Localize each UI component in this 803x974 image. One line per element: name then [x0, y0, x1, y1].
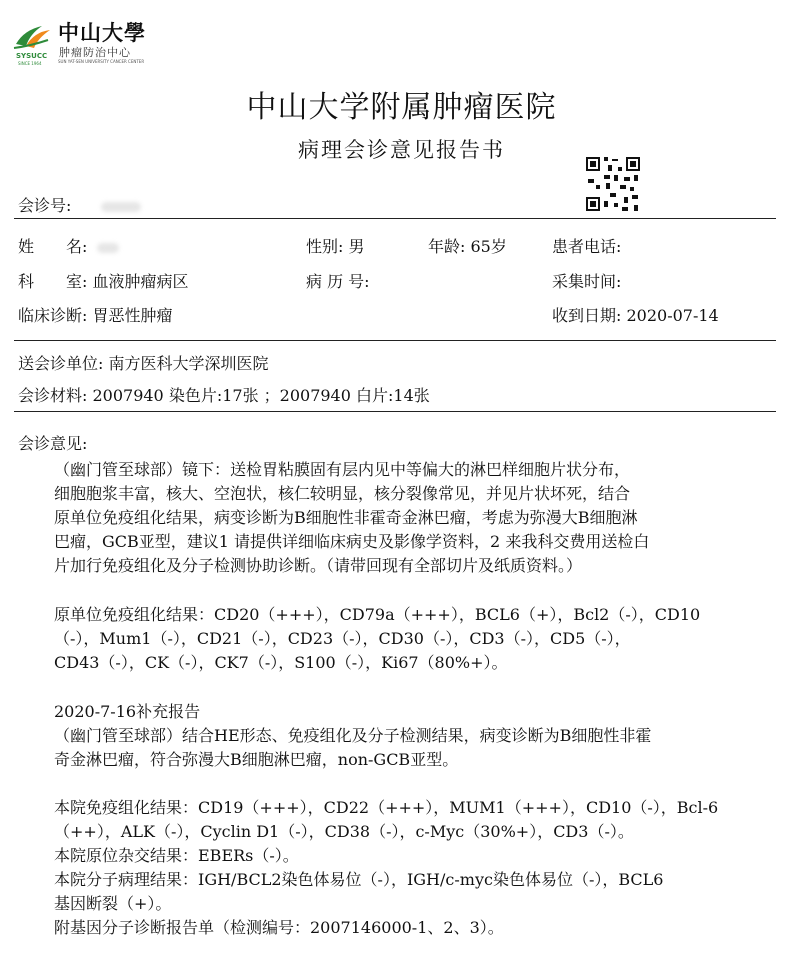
consult-material: 会诊材料: 2007940 染色片:17张 ；2007940 白片:14张 [18, 386, 430, 405]
logo-emblem-icon [12, 22, 52, 52]
redacted-value [101, 202, 141, 212]
patient-age: 年龄: 65岁 [428, 237, 507, 256]
hospital-results: 本院免疫组化结果：CD19（+++），CD22（+++），MUM1（+++），CD10（-），Bcl-6 （++），ALK（-），Cyclin D1（-），CD38（-），c-Myc（30%+），CD3（-）。 本院原位杂交结果：EBERs（-）。 本院分子病理结果：IGH/BCL2染色体易位（-），IGH/c-myc染色体易位（-），BCL6 基因断裂（+）。 附基因分子诊断报告单（检测编号：2007146000-1、2、3）。 [54, 798, 719, 937]
patient-phone-label: 患者电话: [552, 237, 622, 256]
patient-dept: 科 室: 血液肿瘤病区 [18, 272, 189, 291]
consult-number-label: 会诊号: [18, 196, 141, 216]
supplementary-report: 2020-7-16补充报告 （幽门管至球部）结合HE形态、免疫组化及分子检测结果，病变诊断为B细胞性非霍 奇金淋巴瘤，符合弥漫大B细胞淋巴瘤，non-GCB亚型。 [54, 702, 652, 769]
divider [14, 340, 776, 341]
logo-abbr: SYSUCC [16, 52, 48, 60]
patient-name: 姓 名: [18, 237, 119, 257]
logo-name-en: SUN YAT-SEN UNIVERSITY CANCER CENTER [58, 59, 145, 64]
logo-since: SINCE 1964 [18, 61, 42, 66]
sender-unit: 送会诊单位: 南方医科大学深圳医院 [18, 354, 269, 373]
received-date: 收到日期: 2020-07-14 [552, 306, 719, 325]
divider [14, 218, 776, 219]
original-ihc-results: 原单位免疫组化结果：CD20（+++），CD79a（+++），BCL6（+），Bcl2（-），CD10 （-），Mum1（-），CD21（-），CD23（-），CD30（-），CD3（-），CD5（-）， CD43（-），CK（-），CK7（-），S100（-），Ki67（80%+）。 [54, 605, 701, 672]
report-title: 病理会诊意见报告书 [298, 138, 505, 162]
opinion-paragraph-1: （幽门管至球部）镜下：送检胃粘膜固有层内见中等偏大的淋巴样细胞片状分布， 细胞胞浆丰富，核大、空泡状，核仁较明显，核分裂像常见，并见片状坏死，结合 原单位免疫组化结果，病变诊断为B细胞性非霍奇金淋巴瘤，考虑为弥漫大B细胞淋 巴瘤，GCB亚型，建议1 请提供详细临床病史及影像学资料，2 来我科交费用送检白 片加行免疫组化及分子检测协助诊断。（请带回现有全部切片及纸质资料。） [54, 460, 650, 575]
patient-gender: 性别: 男 [306, 237, 365, 256]
patient-record-label: 病 历 号: [306, 272, 370, 291]
logo-name-cn: 中山大學 [58, 20, 146, 45]
qr-code-icon [584, 155, 642, 213]
hospital-logo [12, 16, 162, 68]
hospital-title: 中山大学附属肿瘤医院 [246, 90, 557, 125]
logo-sub-cn: 肿瘤防治中心 [59, 46, 131, 59]
collect-time-label: 采集时间: [552, 272, 622, 291]
opinion-title: 会诊意见: [18, 434, 88, 453]
clinical-diagnosis: 临床诊断: 胃恶性肿瘤 [18, 306, 173, 325]
divider [14, 411, 776, 412]
redacted-value [97, 243, 119, 253]
